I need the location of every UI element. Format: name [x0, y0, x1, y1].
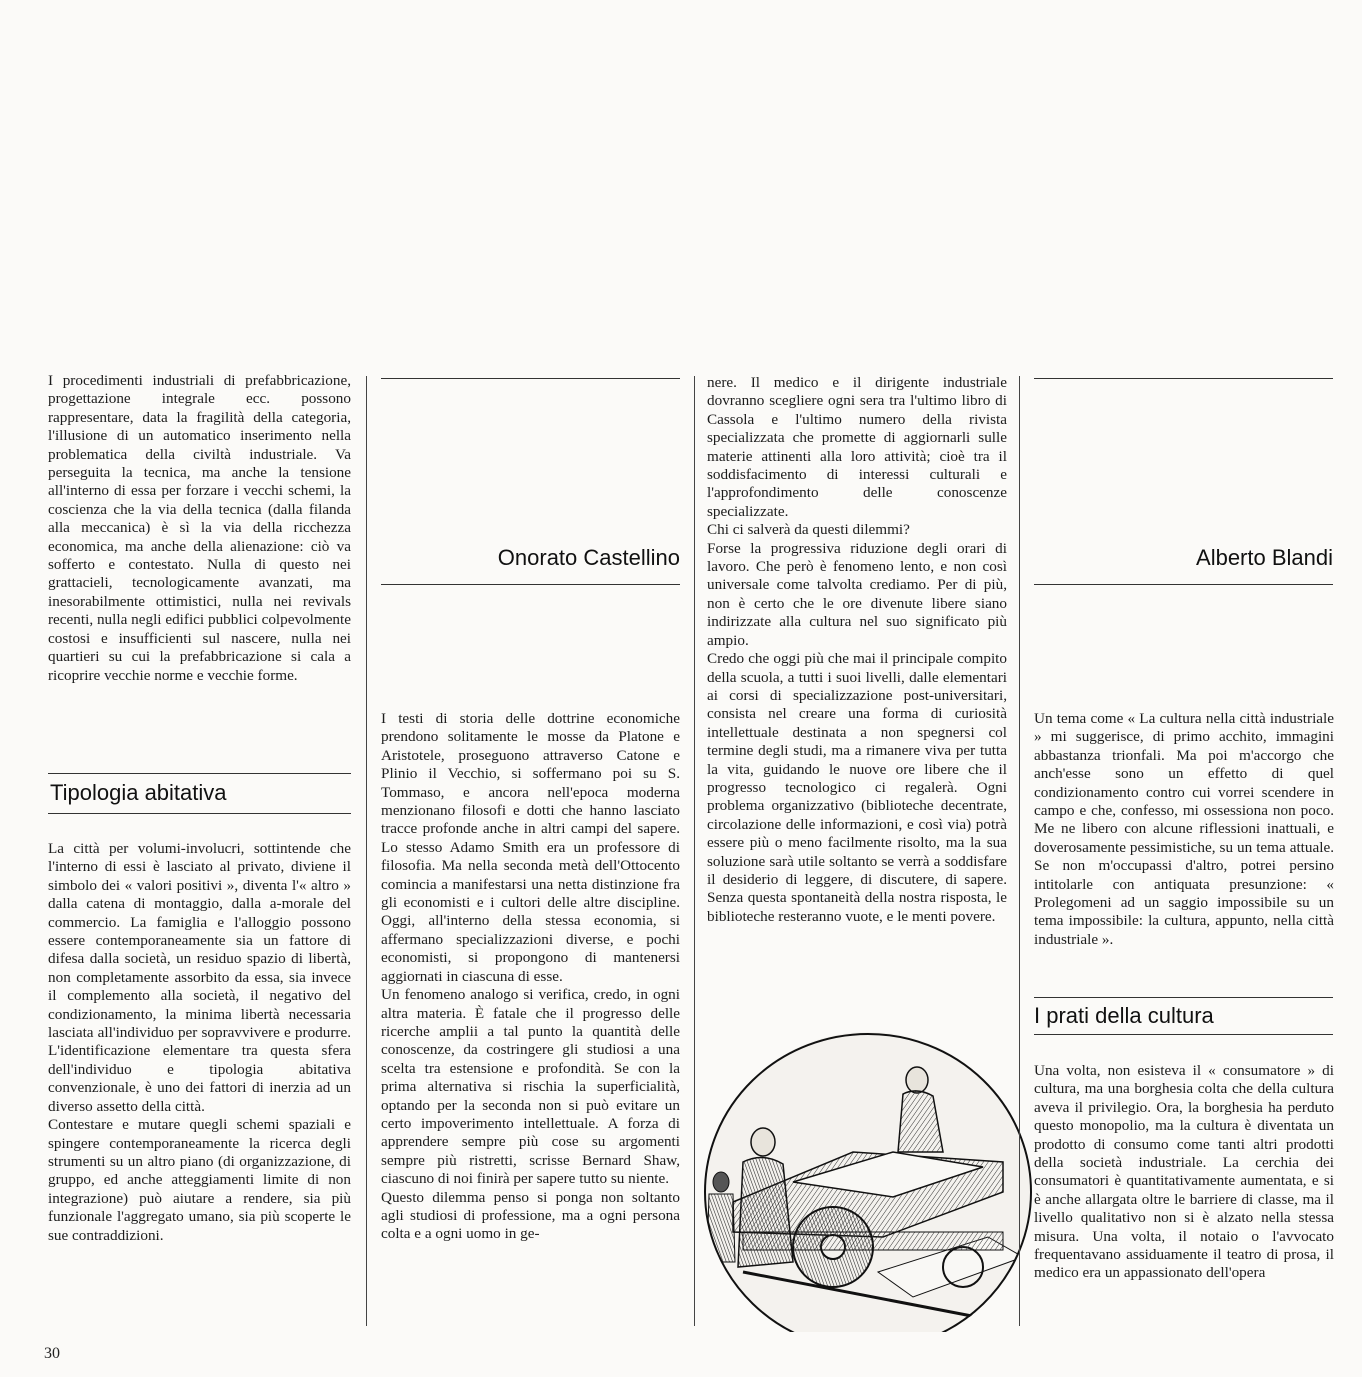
section-rule-top	[1034, 997, 1333, 998]
column-2-paragraph: Un fenomeno analogo si verifica, credo, in ogni altra materia. È fatale che il progresso delle ricerche amplii a tal punto la quantità delle conoscenze, da costringere gli studiosi a una scelta tra estensione e profondità. Se con la prima alternativa si rischia la superficialità, optando per la seconda non si può evitare un certo impoverimento intellettuale. A forza di apprendere sempre più cose su argomenti sempre più ristretti, scrisse Bernard Shaw, ciascuno di noi finirà per sapere tutto su niente.	[381, 986, 680, 1188]
author-rule-bottom	[381, 584, 680, 585]
column-3-paragraph: Forse la progressiva riduzione degli orari di lavoro. Che però è fenomeno lento, e non così universale come talvolta crediamo. Per di più, non è certo che le ore divenute libere siano indirizzate alla cultura nel suo significato più ampio.	[707, 539, 1007, 649]
column-4-section	[1034, 1062, 1334, 1283]
column-4-intro	[1034, 710, 1334, 949]
column-divider	[366, 376, 367, 1326]
author-rule-top	[381, 378, 680, 379]
author-alberto-blandi: Alberto Blandi	[1196, 545, 1333, 570]
column-4-intro-text: Un tema come « La cultura nella città industriale » mi suggerisce, di primo acchito, immagini abbastanza trionfali. Ma poi m'accorgo che anch'esse sono un effetto di quel condizionamento contro cui vorrei scendere in campo e che, confesso, mi ossessiona non poco. Me ne libero con alcune riflessioni inattuali, e doverosamente pessimistiche, su un tema attuale. Se non m'occupassi d'altro, potrei persino intitolarle con antiquata presunzione: « Prolegomeni ad un saggio impossibile su un tema impossibile: la cultura, appunto, nella città industriale ».	[1034, 710, 1334, 948]
column-1-section	[48, 840, 351, 1245]
printing-press-illustration	[703, 1032, 1033, 1332]
column-1-section-text-1: La città per volumi-involucri, sottintende che l'interno di essi è lasciato al privato, diviene il simbolo dei « valori positivi », diventa l'« altro » dalla catena di montaggio, dalla a-morale del commercio. La famiglia e l'alloggio possono essere contemporaneamente sia un fattore di difesa dalla società, un residuo spazio di libertà, non completamente assorbito da essa, sia invece il complemento alla società, il negativo del condizionamento, la minima libertà necessaria lasciata all'individuo per sopravvivere e produrre. L'identificazione elementare tra questa sfera dell'individuo e tipologia abitativa convenzionale, è uno dei fattori di inerzia ad un diverso assetto della città.	[48, 840, 351, 1115]
column-4-section-text: Una volta, non esisteva il « consumatore » di cultura, ma una borghesia colta che della cultura aveva il privilegio. Ora, la borghesia ha perduto questo monopolio, ma la cultura è diventata un prodotto di consumo come tanti altri prodotti della società industriale. La cerchia dei consumatori è quantitativamente aumentata, e si è anche allargata oltre le barriere di classe, ma il livello qualitativo non si è alzato nella stessa misura. Una volta, il notaio o l'avvocato frequentavano assiduamente il teatro di prosa, il medico era un appassionato dell'opera	[1034, 1062, 1334, 1282]
column-3-paragraph: Credo che oggi più che mai il principale compito della scuola, a tutti i suoi livelli, dalle elementari ai corsi di specializzazione post-universitari, consista nel creare una forma di curiosità intellettuale destinata a non spegnersi col termine degli studi, ma a rimanere viva per tutta la vita, guidando le nuove ore libere che il progresso tecnologico ci regalerà. Ogni problema organizzativo (biblioteche decentrate, circolazione delle informazioni, e così via) potrà essere più o meno facilmente risolto, ma la sua soluzione sarà utile soltanto se verrà a soddisfare il desiderio di leggere, di discutere, di sapere. Senza questa spontaneità della nostra risposta, le biblioteche resteranno vuote, e le menti povere.	[707, 650, 1007, 925]
column-1	[48, 372, 351, 685]
column-1-section-text-2: Contestare e mutare quegli schemi spaziali e spingere contemporaneamente la ricerca degli strumenti su un altro piano (di organizzazione, di gruppo, ed anche atteggiamenti limite di non integrazione) può aiutare a rendere, sia più funzionale l'aggregato umano, sia più scoperte le sue contraddizioni.	[48, 1116, 351, 1244]
column-3-paragraph: nere. Il medico e il dirigente industriale dovranno scegliere ogni sera tra l'ultimo libro di Cassola e l'ultimo numero della rivista specializzata che promette di aggiornarli sulle materie attinenti alla loro attività; cioè tra il soddisfacimento di interessi culturali e l'approfondimento delle conoscenze specializzate.	[707, 374, 1007, 520]
author-rule-bottom	[1034, 584, 1333, 585]
page-number: 30	[44, 1345, 60, 1362]
column-2	[381, 710, 680, 1244]
column-2-paragraph: Questo dilemma penso si ponga non soltanto agli studiosi di professione, ma a ogni persona colta e a ogni uomo in ge-	[381, 1188, 680, 1243]
column-3	[707, 374, 1007, 926]
column-3-paragraph: Chi ci salverà da questi dilemmi?	[707, 521, 910, 539]
column-1-intro-text: I procedimenti industriali di prefabbricazione, progettazione integrale ecc. possono rappresentare, data la fragilità della categoria, l'illusione di un automatico inserimento nella problematica della civiltà industriale. Va perseguita la tecnica, ma anche la tensione all'interno di essa per forzare i vecchi schemi, la coscienza che la via della tecnica (dalla filanda alla meccanica) è sì la via della ricchezza economica, ma anche della alienazione: ciò va sofferto e contestato. Nulla di questo nei grattacieli, tecnologicamente avanzati, ma inesorabilmente ottimistici, nulla nei revivals recenti, nulla negli edifici pubblici colpevolmente costosi e insufficienti sul nascere, nulla nei quartieri su cui la prefabbricazione si cala a ricoprire vecchie norme e vecchie forme.	[48, 372, 351, 684]
section-rule-top	[48, 773, 351, 774]
section-heading-tipologia: Tipologia abitativa	[50, 780, 227, 805]
section-rule-bottom	[48, 813, 351, 814]
author-rule-top	[1034, 378, 1333, 379]
column-divider	[1019, 376, 1020, 1326]
column-divider	[694, 376, 695, 1326]
section-rule-bottom	[1034, 1034, 1333, 1035]
section-heading-prati: I prati della cultura	[1034, 1003, 1214, 1028]
author-onorato-castellino: Onorato Castellino	[497, 545, 680, 570]
column-2-paragraph: I testi di storia delle dottrine economiche prendono solitamente le mosse da Platone e Aristotele, proseguono attraverso Catone e Plinio il Vecchio, si soffermano poi su S. Tommaso, e ancora nell'epoca moderna menzionano filosofi e dotti che hanno lasciato tracce profonde anche in altri campi del sapere. Lo stesso Adamo Smith era un professore di filosofia. Ma nella seconda metà dell'Ottocento comincia a manifestarsi una netta distinzione fra gli economisti e i cultori delle altre discipline. Oggi, all'interno della stessa economia, si affermano specializzazioni diverse, e pochi economisti, si propongono di mantenersi aggiornati in ciascuna di esse.	[381, 710, 680, 985]
